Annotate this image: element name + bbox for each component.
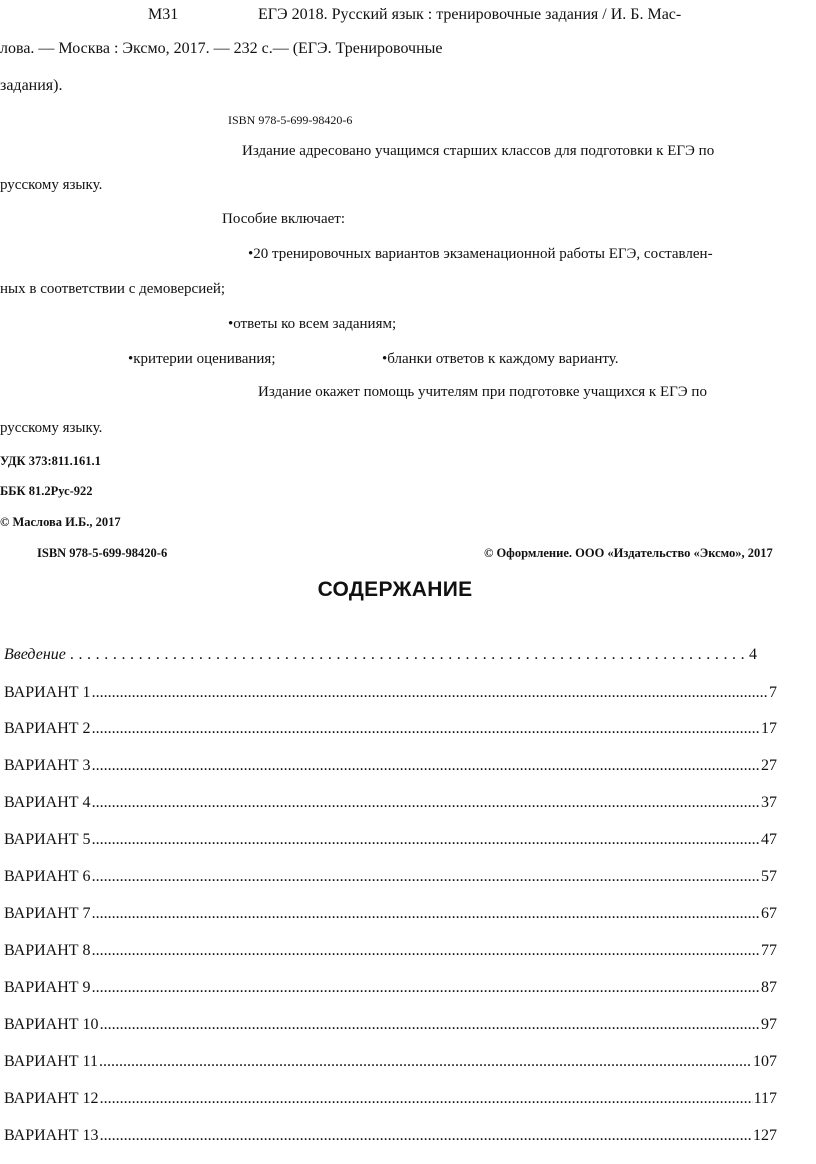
toc-row-variant-10[interactable] <box>4 1016 777 1038</box>
toc-label: ВАРИАНТ 13 <box>4 1127 99 1144</box>
toc-leader-dots <box>100 1090 753 1108</box>
bibliographic-line-2: лова. — Москва : Эксмо, 2017. — 232 с.— (ЕГЭ. Тренировочные <box>0 40 443 57</box>
copyright-author: © Маслова И.Б., 2017 <box>0 515 121 529</box>
toc-row-variant-8[interactable] <box>4 942 777 964</box>
toc-page-number: 47 <box>761 831 777 848</box>
bullet-forms: •бланки ответов к каждому варианту. <box>382 351 619 367</box>
toc-label: ВАРИАНТ 4 <box>4 794 91 811</box>
toc-leader-dots <box>92 942 760 960</box>
toc-leader-dots <box>92 979 760 997</box>
toc-row-intro[interactable] <box>4 646 757 668</box>
toc-row-variant-1[interactable] <box>4 684 777 706</box>
toc-leader-dots <box>92 757 760 775</box>
toc-label: ВАРИАНТ 7 <box>4 905 91 922</box>
toc-leader-dots <box>92 794 760 812</box>
toc-page-number: 97 <box>761 1016 777 1033</box>
toc-label: ВАРИАНТ 11 <box>4 1053 98 1070</box>
toc-label: ВАРИАНТ 5 <box>4 831 91 848</box>
toc-leader-dots <box>99 1053 752 1071</box>
toc-leader-dots <box>70 646 745 664</box>
toc-page-number: 7 <box>769 684 777 701</box>
toc-page-number: 87 <box>761 979 777 996</box>
copyright-design: © Оформление. ООО «Издательство «Эксмо», 2017 <box>484 546 773 560</box>
toc-page-number: 107 <box>753 1053 777 1070</box>
toc-label: ВАРИАНТ 9 <box>4 979 91 996</box>
description-line-1: Издание адресовано учащимся старших классов для подготовки к ЕГЭ по <box>242 143 715 159</box>
catalog-code: М31 <box>148 6 179 23</box>
toc-page-number: 67 <box>761 905 777 922</box>
toc-row-variant-13[interactable] <box>4 1127 777 1149</box>
isbn-line: ISBN 978-5-699-98420-6 <box>228 113 353 127</box>
toc-row-variant-9[interactable] <box>4 979 777 1001</box>
toc-row-variant-4[interactable] <box>4 794 777 816</box>
toc-leader-dots <box>92 905 760 923</box>
toc-label: ВАРИАНТ 12 <box>4 1090 99 1107</box>
bullet-answers: •ответы ко всем заданиям; <box>228 316 397 332</box>
toc-label: Введение <box>4 646 66 663</box>
bullet-variants-line-1: •20 тренировочных вариантов экзаменационной работы ЕГЭ, составлен- <box>248 246 713 262</box>
toc-page-number: 17 <box>761 720 777 737</box>
toc-row-variant-7[interactable] <box>4 905 777 927</box>
isbn-bold: ISBN 978-5-699-98420-6 <box>37 546 168 560</box>
toc-row-variant-6[interactable] <box>4 868 777 890</box>
toc-page-number: 117 <box>753 1090 777 1107</box>
toc-label: ВАРИАНТ 10 <box>4 1016 99 1033</box>
toc-leader-dots <box>92 684 768 702</box>
toc-page-number: 127 <box>753 1127 777 1144</box>
toc-page-number: 77 <box>761 942 777 959</box>
toc-row-variant-2[interactable] <box>4 720 777 742</box>
bibliographic-line-3: задания). <box>0 77 63 94</box>
toc-label: ВАРИАНТ 1 <box>4 684 91 701</box>
toc-leader-dots <box>100 1127 752 1145</box>
bullet-criteria: •критерии оценивания; <box>128 351 276 367</box>
toc-leader-dots <box>92 831 760 849</box>
toc-label: ВАРИАНТ 2 <box>4 720 91 737</box>
toc-row-variant-3[interactable] <box>4 757 777 779</box>
toc-label: ВАРИАНТ 3 <box>4 757 91 774</box>
toc-page-number: 4 <box>749 646 757 663</box>
includes-heading: Пособие включает: <box>222 211 346 227</box>
description-line-2: русскому языку. <box>0 177 103 193</box>
bibliographic-line-1: ЕГЭ 2018. Русский язык : тренировочные задания / И. Б. Мас- <box>258 6 682 23</box>
toc-row-variant-11[interactable] <box>4 1053 777 1075</box>
toc-leader-dots <box>92 868 760 886</box>
toc-page-number: 57 <box>761 868 777 885</box>
toc-page-number: 27 <box>761 757 777 774</box>
udk-code: УДК 373:811.161.1 <box>0 454 101 468</box>
toc-title: СОДЕРЖАНИЕ <box>317 578 473 601</box>
toc-label: ВАРИАНТ 6 <box>4 868 91 885</box>
help-line-2: русскому языку. <box>0 420 103 436</box>
toc-leader-dots <box>100 1016 760 1034</box>
help-line-1: Издание окажет помощь учителям при подготовке учащихся к ЕГЭ по <box>258 384 707 400</box>
toc-row-variant-5[interactable] <box>4 831 777 853</box>
toc-label: ВАРИАНТ 8 <box>4 942 91 959</box>
toc-page-number: 37 <box>761 794 777 811</box>
toc-row-variant-12[interactable] <box>4 1090 777 1112</box>
bullet-variants-line-2: ных в соответствии с демоверсией; <box>0 281 226 297</box>
toc-leader-dots <box>92 720 760 738</box>
bbk-code: ББК 81.2Рус-922 <box>0 484 93 498</box>
